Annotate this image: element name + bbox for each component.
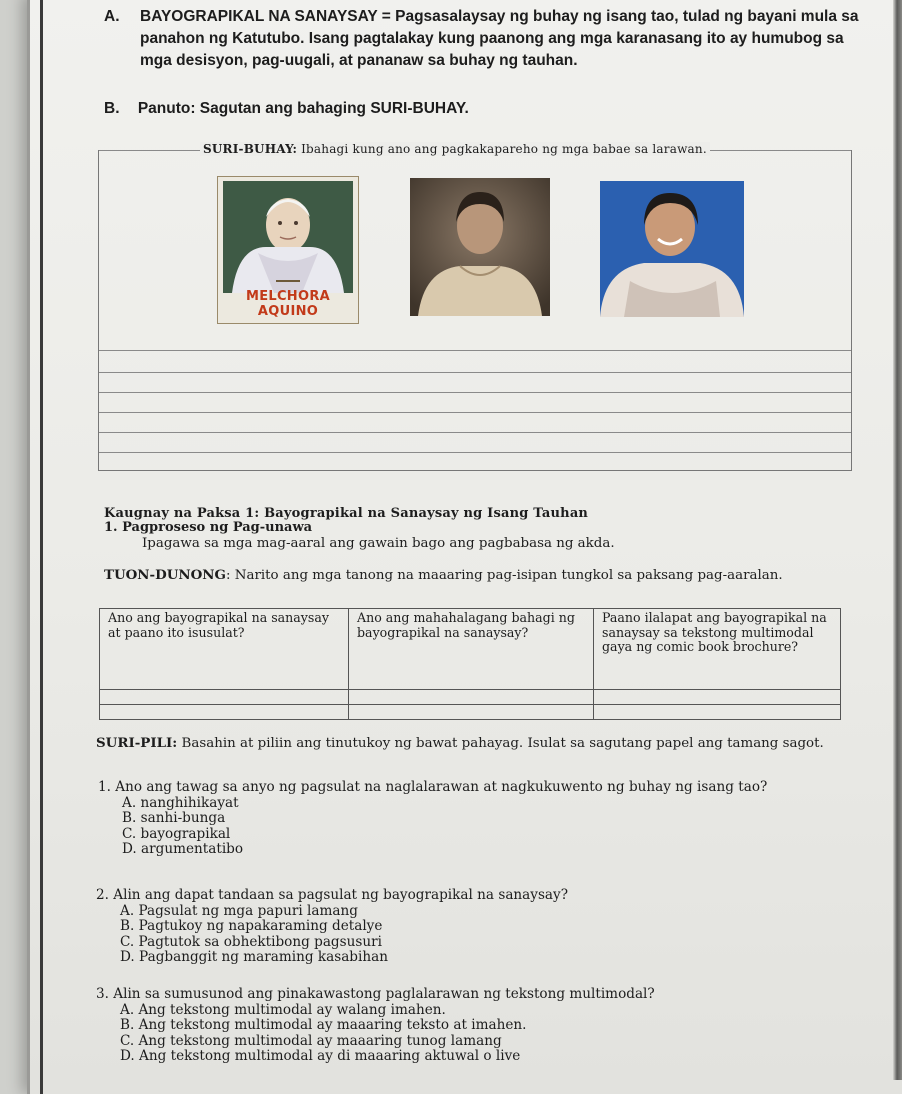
answer-option: A. nanghihikayat [122,794,239,811]
question-stem: 2. Alin ang dapat tandaan sa pagsulat ng bayograpikal na sanaysay? [96,887,569,903]
answer-option: C. Pagtutok sa obhektibong pagsusuri [120,933,382,950]
woman-portrait-blue-background [600,181,744,317]
portrait-illustration-3 [600,181,744,317]
answer-option: A. Ang tekstong multimodal ay walang imahen. [120,1001,446,1018]
section-b-label: B. [104,100,120,117]
answer-option: C. Ang tekstong multimodal ay maaaring tunog lamang [120,1032,502,1049]
portrait-illustration-2 [410,178,550,316]
answer-option: D. argumentatibo [122,841,244,857]
tuon-dunong-heading: TUON-DUNONG [104,567,226,583]
section-a [104,6,864,72]
suri-pili-paragraph [96,735,856,752]
section-a-label: A. [104,8,120,25]
section-a-text: BAYOGRAPIKAL NA SANAYSAY = Pagsasalaysay ng buhay ng isang tao, tulad ng bayani mula sa panahon ng Katutubo. Isang pagtalakay kung paanong ang mga karanasang ito ay humubog sa mga desisyon, pag-uugali, at pananaw sa buhay ng tauhan. [140,8,859,69]
melchora-aquino-portrait [217,176,359,324]
table-cell[interactable] [100,690,349,705]
tuon-dunong-text: : Narito ang mga tanong na maaaring pag-isipan tungkol sa paksang pag-aaralan. [225,568,783,583]
table-cell[interactable] [349,690,594,705]
table-cell[interactable] [594,690,841,705]
suri-pili-text: Basahin at piliin ang tinutukoy ng bawat pahayag. Isulat sa sagutang papel ang tamang sagot. [181,736,824,751]
answer-option: C. bayograpikal [122,825,231,842]
kaugnay-title: Kaugnay na Paksa 1: Bayograpikal na Sanaysay ng Isang Tauhan [104,506,589,521]
table-header-3: Paano ilalapat ang bayograpikal na sanaysay sa tekstong multimodal gaya ng comic book brochure? [594,609,841,690]
guide-questions-table [99,608,841,720]
question-stem: 3. Alin sa sumusunod ang pinakawastong paglalarawan ng tekstong multimodal? [96,986,655,1002]
question-3 [96,987,866,1065]
table-header-2: Ano ang mahahalagang bahagi ng bayograpikal na sanaysay? [349,609,594,690]
suri-pili-heading: SURI-PILI: [96,735,178,751]
suri-buhay-title [200,142,710,156]
page-right-edge [893,0,902,1080]
table-header-1: Ano ang bayograpikal na sanaysay at paano ito isusulat? [100,609,349,690]
answer-option: B. Pagtukoy ng napakaraming detalye [120,918,383,934]
table-cell[interactable] [100,705,349,720]
suri-buhay-heading: SURI-BUHAY: [203,142,298,156]
answer-option: A. Pagsulat ng mga papuri lamang [120,902,358,919]
question-1 [98,780,858,858]
section-b-text: Panuto: Sagutan ang bahaging SURI-BUHAY. [137,100,469,117]
question-stem: 1. Ano ang tawag sa anyo ng pagsulat na naglalarawan at nagkukuwento ng buhay ng isang tao? [98,779,768,795]
question-2 [96,888,856,966]
page-margin-line [40,0,43,1094]
table-cell[interactable] [349,705,594,720]
step-heading: 1. Pagproseso ng Pag-unawa [104,520,313,535]
woman-portrait-sepia [410,178,550,316]
tuon-dunong-paragraph [104,567,784,584]
step-description: Ipagawa sa mga mag-aaral ang gawain bago ang pagbabasa ng akda. [142,536,615,551]
answer-option: B. sanhi-bunga [122,810,226,826]
answer-option: D. Pagbanggit ng maraming kasabihan [120,949,388,965]
answer-option: D. Ang tekstong multimodal ay di maaaring aktuwal o live [120,1048,521,1064]
suri-buhay-instruction: Ibahagi kung ano ang pagkakapareho ng mga babae sa larawan. [301,142,707,156]
table-cell[interactable] [594,705,841,720]
photo-caption: MELCHORA AQUINO [245,289,331,319]
answer-option: B. Ang tekstong multimodal ay maaaring teksto at imahen. [120,1017,527,1033]
section-b [104,100,469,118]
